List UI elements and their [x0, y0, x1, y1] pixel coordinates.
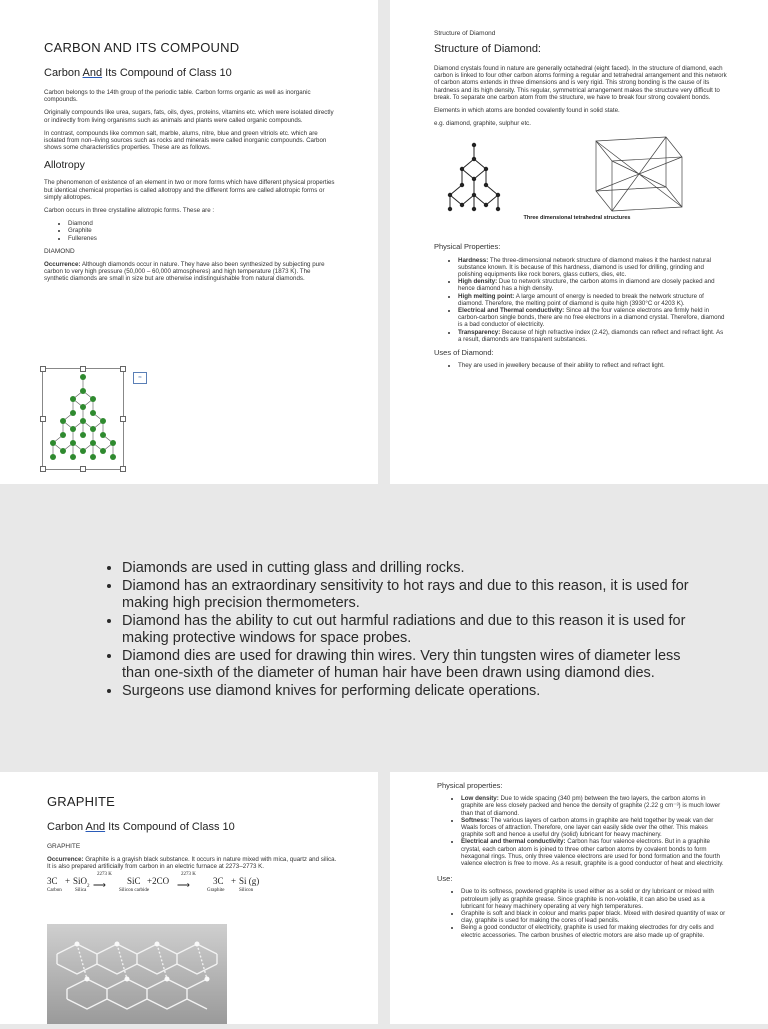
- resize-handle[interactable]: [40, 416, 46, 422]
- list-item: • Graphite is soft and black in colour and marks paper black. Mixed with desired quantity of wax or clay, graphite is used for making the cores of lead pencils.: [461, 910, 728, 924]
- section-heading: Allotropy: [44, 159, 85, 172]
- paragraph: The phenomenon of existence of an element in two or more forms which have different physical properties but identical chemical properties is called allotropy and the different forms are called allotropic forms or simply allotropes.: [44, 179, 335, 201]
- resize-handle[interactable]: [80, 466, 86, 472]
- resize-handle[interactable]: [80, 366, 86, 372]
- property-text: The various layers of carbon atoms in graphite are held together by weak van der Waals forces of attraction. Therefore, one layer can easily slide over the other. This makes graphite soft and hence a useful dry (solid) lubricant for heavy machinery.: [461, 816, 714, 839]
- properties-list: [437, 795, 728, 867]
- occurrence-label: Occurrence:: [44, 260, 81, 268]
- section-heading: Structure of Diamond:: [434, 43, 541, 55]
- property-text: Due to wide spacing (340 pm) between the two layers, the carbon atoms in graphite are less closely packed and hence the density of graphite (2.22 g cm⁻³) is much lower than that of diamond.: [461, 795, 721, 817]
- section-heading: Physical Properties:: [434, 242, 501, 252]
- section-heading: Physical properties:: [437, 781, 503, 790]
- eq-label: Silica: [75, 888, 87, 894]
- subtitle-and-text: And: [82, 67, 103, 79]
- layout-options-icon[interactable]: ≈: [133, 372, 147, 384]
- figure-caption: Three dimensional tetrahedral structures: [523, 215, 631, 222]
- eq-label: Silicon: [239, 888, 254, 894]
- eq-term: 3C: [213, 876, 224, 887]
- property-label: Hardness:: [458, 256, 489, 264]
- list-item: • Surgeons use diamond knives for performing delicate operations.: [122, 683, 700, 701]
- paragraph: Originally compounds like urea, sugars, fats, oils, dyes, proteins, vitamins etc. which were isolated directly or indirectly from living organisms such as animals and plants were called organic compounds.: [44, 109, 334, 124]
- list-item: • Diamond has the ability to cut out harmful radiations and due to this reason it is used for making protective windows for space probes.: [122, 613, 700, 648]
- eq-term: SiC: [127, 876, 141, 887]
- subtitle-text-end: Its Compound of Class 10: [105, 821, 235, 833]
- occurrence-paragraph: [44, 261, 336, 283]
- subtitle-text-end: Its Compound of Class 10: [102, 67, 232, 79]
- document-page-2: [390, 0, 768, 484]
- paragraph: Elements in which atoms are bonded covalently found in solid state.: [434, 107, 620, 115]
- structure-figures: [434, 133, 728, 241]
- property-label: Transparency:: [458, 328, 501, 336]
- occurrence-text: Although diamonds occur in nature. They have also been synthesized by subjecting pure carbon to very high pressure (50,000 – 60,000 atmospheres) and high temperature (1873 K). The synthetic diamonds are small in size but are otherwise indistinguishable from natural diamonds.: [44, 260, 325, 283]
- property-text: Since all the four valence electrons are firmly held in carbon-carbon single bonds, there are no free electrons in a diamond crystal. Therefore, diamond is a bad conductor of electricity.: [458, 307, 725, 329]
- eq-label: Silicon carbide: [119, 888, 150, 894]
- diamond-structure-image[interactable]: [42, 368, 124, 470]
- eq-term: [73, 876, 90, 889]
- paragraph: Carbon occurs in three crystalline allotropic forms. These are :: [44, 207, 215, 215]
- subtitle-text: Carbon: [47, 821, 86, 833]
- document-page-5: [390, 772, 768, 1024]
- eq-plus: +: [65, 876, 71, 887]
- paragraph: Diamond crystals found in nature are generally octahedral (eight faced). In the structure of diamond, each carbon is linked to four other carbon atoms forming a regular and tetrahedral arrangement and this network of carbon atoms extends in three dimensions and is very rigid. This strong bonding is the cause of its hardness and its high density. This regular, symmetrical arrangement makes the structure very difficult to break. To separate one carbon atom from the structure, we have to break four strong covalent bonds.: [434, 65, 727, 101]
- occurrence-text: Graphite is a grayish black substance. It occurs in nature mixed with mica, quartz and silica. It is also prepared artificially from carbon in an electric furnace at 2273–2773 K.: [47, 856, 337, 871]
- arrow-icon: ⟶: [177, 880, 190, 891]
- list-item: • Fullerenes: [68, 235, 336, 242]
- list-item: • They are used in jewellery because of their ability to reflect and refract light.: [458, 362, 728, 369]
- eq-term: Si (g): [239, 876, 260, 887]
- properties-list: [434, 257, 728, 343]
- diamond-label: DIAMOND: [44, 247, 75, 255]
- tetrahedral-lattice-figure: [434, 139, 514, 219]
- subtitle-and-text: And: [85, 821, 106, 833]
- resize-handle[interactable]: [120, 416, 126, 422]
- chemical-equation: [47, 872, 338, 898]
- section-heading: Uses of Diamond:: [434, 348, 494, 358]
- property-label: Electrical and Thermal conductivity:: [458, 307, 565, 315]
- property-text: A large amount of energy is needed to break the network structure of diamond. Therefore, the melting point of diamond is quite high (3930°C or 4203 K).: [458, 292, 704, 307]
- property-label: High melting point:: [458, 292, 515, 300]
- list-item: [458, 329, 728, 343]
- property-label: Low density:: [461, 795, 499, 803]
- page-subtitle: [47, 821, 338, 833]
- eq-term-text: SiO: [73, 876, 88, 887]
- graphite-structure-image: [47, 924, 227, 1024]
- list-item: • Being a good conductor of electricity, graphite is used for making electrodes for dry cells and electric accessories. The carbon brushes of electric motors are also made up of graphite.: [461, 924, 728, 938]
- property-text: The three-dimensional network structure of diamond makes it the hardest natural substance known. It is because of this hardness, diamond is used for drilling, grinding and polishing equipments like rock borers, glass cutters, dies, etc.: [458, 256, 712, 279]
- uses-list: [434, 362, 728, 369]
- uses-list: [437, 888, 728, 938]
- resize-handle[interactable]: [40, 366, 46, 372]
- allotrope-list: [44, 220, 336, 242]
- list-item: [461, 838, 728, 867]
- page-title: CARBON AND ITS COMPOUND: [44, 40, 240, 55]
- property-text: Carbon has four valence electrons. But in a graphite crystal, each carbon atom is joined to three other carbon atoms by covalent bonds to form hexagonal rings. Thus, only three valence electrons are used for bond formation and the fourth valence electron is free to move. As a result, graphite is a good conductor of heat and electricity.: [461, 838, 724, 868]
- list-item: • Diamond has an extraordinary sensitivity to hot rays and due to this reason, it is used for making high precision thermometers.: [122, 578, 700, 613]
- page-header: Structure of Diamond: [434, 30, 496, 37]
- eq-term: 3C: [47, 876, 58, 887]
- eq-condition: 2273 K: [97, 872, 112, 878]
- eq-plus: +: [231, 876, 237, 887]
- eq-subscript: 2: [87, 884, 90, 890]
- diamond-lattice-figure: [43, 369, 123, 469]
- property-label: Electrical and thermal conductivity:: [461, 838, 566, 846]
- paragraph: e.g. diamond, graphite, sulphur etc.: [434, 120, 531, 128]
- paragraph: Carbon belongs to the 14th group of the periodic table. Carbon forms organic as well as inorganic compounds.: [44, 89, 311, 104]
- section-heading: Use:: [437, 874, 453, 884]
- page-subtitle: [44, 67, 336, 79]
- list-item: • Diamond dies are used for drawing thin wires. Very thin tungsten wires of diameter less than one-sixth of the diameter of human hair have been drawn using diamond dies.: [122, 648, 700, 683]
- resize-handle[interactable]: [40, 466, 46, 472]
- resize-handle[interactable]: [120, 466, 126, 472]
- graphite-label: GRAPHITE: [47, 843, 81, 850]
- list-item: [458, 307, 728, 329]
- list-item: • Graphite: [68, 227, 336, 234]
- list-item: [458, 257, 728, 279]
- list-item: [461, 817, 728, 839]
- property-label: High density:: [458, 278, 498, 286]
- list-item: • Due to its softness, powdered graphite is used either as a solid or dry lubricant or mixed with petroleum jelly as graphite grease. Since graphite is non-volatile, it can also be used as a lubricant for heavy machinery operating at very high temperatures.: [461, 888, 728, 910]
- eq-term: +2CO: [147, 876, 170, 887]
- graphite-layers-figure: [47, 924, 227, 1024]
- diamond-uses-list: [100, 560, 700, 700]
- occurrence-label: Occurrence:: [47, 856, 84, 863]
- arrow-icon: ⟶: [93, 880, 106, 891]
- property-label: Softness:: [461, 816, 490, 824]
- list-item: [458, 278, 728, 292]
- list-item: [461, 795, 728, 817]
- page-title: GRAPHITE: [47, 794, 116, 809]
- eq-condition: 2273 K: [181, 872, 196, 878]
- eq-label: Graphite: [207, 888, 225, 894]
- list-item: • Diamond: [68, 220, 336, 227]
- property-text: Due to network structure, the carbon atoms in diamond are closely packed and hence diamond has a high density.: [458, 278, 715, 293]
- crystal-box-figure: [584, 133, 694, 213]
- subtitle-text: Carbon: [44, 67, 83, 79]
- eq-label: Carbon: [47, 888, 62, 894]
- occurrence-paragraph: [47, 856, 338, 870]
- zoomed-uses-snippet: [100, 560, 700, 750]
- property-text: Because of high refractive index (2.42), diamonds can reflect and refract light. As a result, diamonds are transparent substances.: [458, 328, 724, 343]
- paragraph: In contrast, compounds like common salt, marble, alums, nitre, blue and green vitriols etc. which are isolated from non–living sources such as rocks and minerals were called inorganic compounds. Carbon shows some characteristics properties. These are as follows.: [44, 129, 327, 152]
- list-item: • Diamonds are used in cutting glass and drilling rocks.: [122, 560, 700, 578]
- list-item: [458, 293, 728, 307]
- resize-handle[interactable]: [120, 366, 126, 372]
